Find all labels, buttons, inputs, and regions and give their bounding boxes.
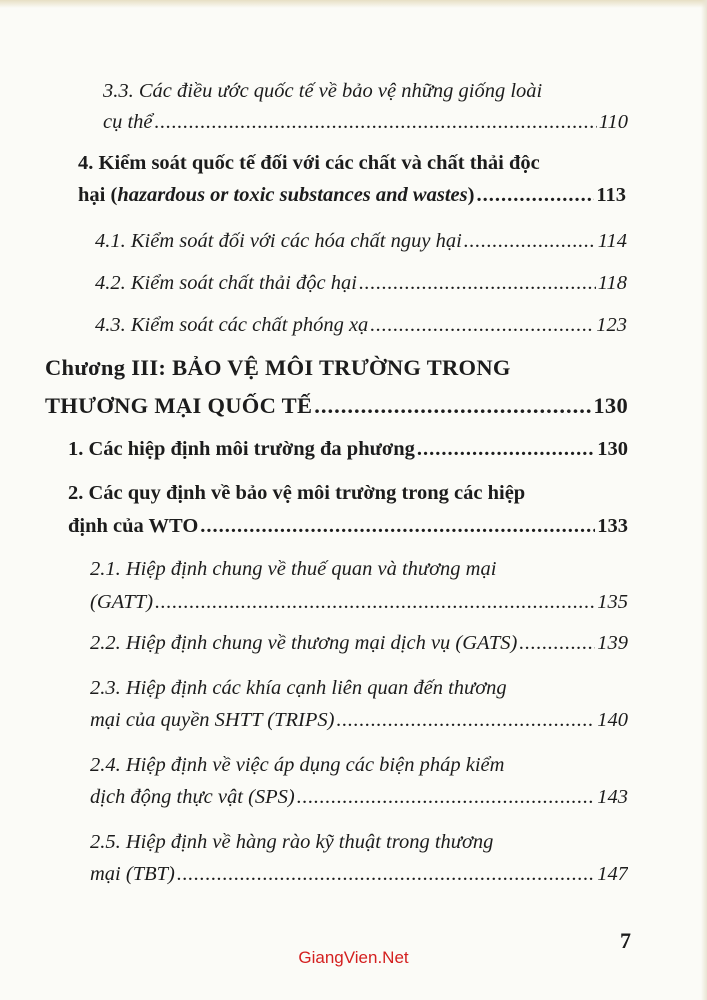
- chapter-heading: THƯƠNG MẠI QUỐC TẾ: [45, 393, 313, 418]
- toc-entry-text: 4.3. Kiểm soát các chất phóng xạ: [95, 314, 369, 336]
- dot-leader: [297, 786, 596, 809]
- toc-page-number: 140: [597, 709, 628, 731]
- toc-entry-2-3-line2: [90, 709, 628, 732]
- toc-entry-1: [68, 438, 628, 461]
- chapter-heading: Chương III: BẢO VỆ MÔI TRƯỜNG TRONG: [45, 355, 511, 380]
- toc-entry-text: 2.4. Hiệp định về việc áp dụng các biện pháp kiểm: [90, 754, 505, 776]
- toc-entry-text: định của WTO: [68, 515, 199, 537]
- dot-leader: [464, 230, 596, 253]
- toc-entry-2-4-line2: [90, 786, 628, 809]
- toc-entry-2-line1: [68, 482, 638, 505]
- toc-page-number: 133: [597, 515, 628, 537]
- toc-entry-text: 2.5. Hiệp định về hàng rào kỹ thuật trong thương: [90, 831, 494, 853]
- toc-page-number: 143: [597, 786, 628, 808]
- dot-leader: [370, 314, 594, 337]
- toc-page-number: 147: [597, 863, 628, 885]
- toc-entry-text: (GATT): [90, 591, 154, 613]
- toc-entry-text: mại của quyền SHTT (TRIPS): [90, 709, 335, 731]
- toc-entry-4-1: [95, 230, 627, 253]
- toc-entry-text: 4.1. Kiểm soát đối với các hóa chất nguy hại: [95, 230, 462, 252]
- toc-chapter-3-line1: [45, 355, 645, 381]
- toc-entry-text: 4.2. Kiểm soát chất thải độc hại: [95, 272, 357, 294]
- page-number: 7: [620, 928, 631, 953]
- dot-leader: [417, 438, 595, 461]
- toc-entry-4-2: [95, 272, 627, 295]
- toc-page-number: 130: [597, 438, 628, 460]
- toc-entry-4-3: [95, 314, 627, 337]
- dot-leader: [476, 184, 594, 207]
- dot-leader: [155, 591, 595, 614]
- toc-chapter-3-line2: [45, 393, 628, 419]
- toc-entry-text: 4. Kiểm soát quốc tế đối với các chất và chất thải độc: [78, 152, 540, 174]
- dot-leader: [359, 272, 596, 295]
- toc-entry-suffix: ): [467, 184, 475, 206]
- toc-entry-text: 2. Các quy định về bảo vệ môi trường trong các hiệp: [68, 482, 526, 504]
- toc-entry-2-5-line1: [90, 831, 630, 854]
- toc-entry-text: 2.3. Hiệp định các khía cạnh liên quan đến thương: [90, 677, 507, 699]
- toc-page-number: 123: [596, 314, 627, 336]
- dot-leader: [200, 515, 595, 538]
- toc-page-number: 118: [597, 272, 627, 294]
- toc-entry-3-3-line1: [103, 80, 623, 103]
- toc-page-number: 139: [597, 632, 628, 654]
- toc-entry-text: 1. Các hiệp định môi trường đa phương: [68, 438, 415, 460]
- toc-entry-4-line1: [78, 152, 638, 175]
- dot-leader: [155, 111, 597, 134]
- toc-page-number: 135: [597, 591, 628, 613]
- toc-entry-3-3-line2: [103, 111, 628, 134]
- toc-entry-text: 2.2. Hiệp định chung về thương mại dịch vụ (GATS): [90, 632, 518, 654]
- watermark-text: GiangVien.Net: [298, 948, 409, 967]
- toc-entry-prefix: hại (: [78, 184, 118, 206]
- toc-entry-2-1-line1: [90, 558, 630, 581]
- toc-entry-text: cụ thể: [103, 111, 153, 133]
- toc-entry-italic-term: hazardous or toxic substances and wastes: [117, 184, 468, 206]
- toc-entry-2-3-line1: [90, 677, 630, 700]
- toc-entry-text-start: [78, 184, 474, 207]
- dot-leader: [519, 632, 595, 655]
- dot-leader: [314, 393, 591, 419]
- toc-entry-2-1-line2: [90, 591, 628, 614]
- toc-entry-text: dịch động thực vật (SPS): [90, 786, 295, 808]
- toc-page-number: 114: [597, 230, 627, 252]
- toc-entry-4-line2: [78, 184, 626, 207]
- toc-entry-2-line2: [68, 515, 628, 538]
- toc-page-number: 113: [596, 184, 626, 206]
- toc-entry-2-4-line1: [90, 754, 635, 777]
- toc-entry-2-5-line2: [90, 863, 628, 886]
- toc-entry-text: mại (TBT): [90, 863, 175, 885]
- toc-entry-text: 3.3. Các điều ước quốc tế về bảo vệ những giống loài: [103, 80, 543, 102]
- dot-leader: [177, 863, 595, 886]
- dot-leader: [336, 709, 595, 732]
- toc-page-number: 110: [598, 111, 628, 133]
- toc-page-number: 130: [593, 393, 628, 418]
- toc-entry-2-2: [90, 632, 628, 655]
- toc-entry-text: 2.1. Hiệp định chung về thuế quan và thương mại: [90, 558, 497, 580]
